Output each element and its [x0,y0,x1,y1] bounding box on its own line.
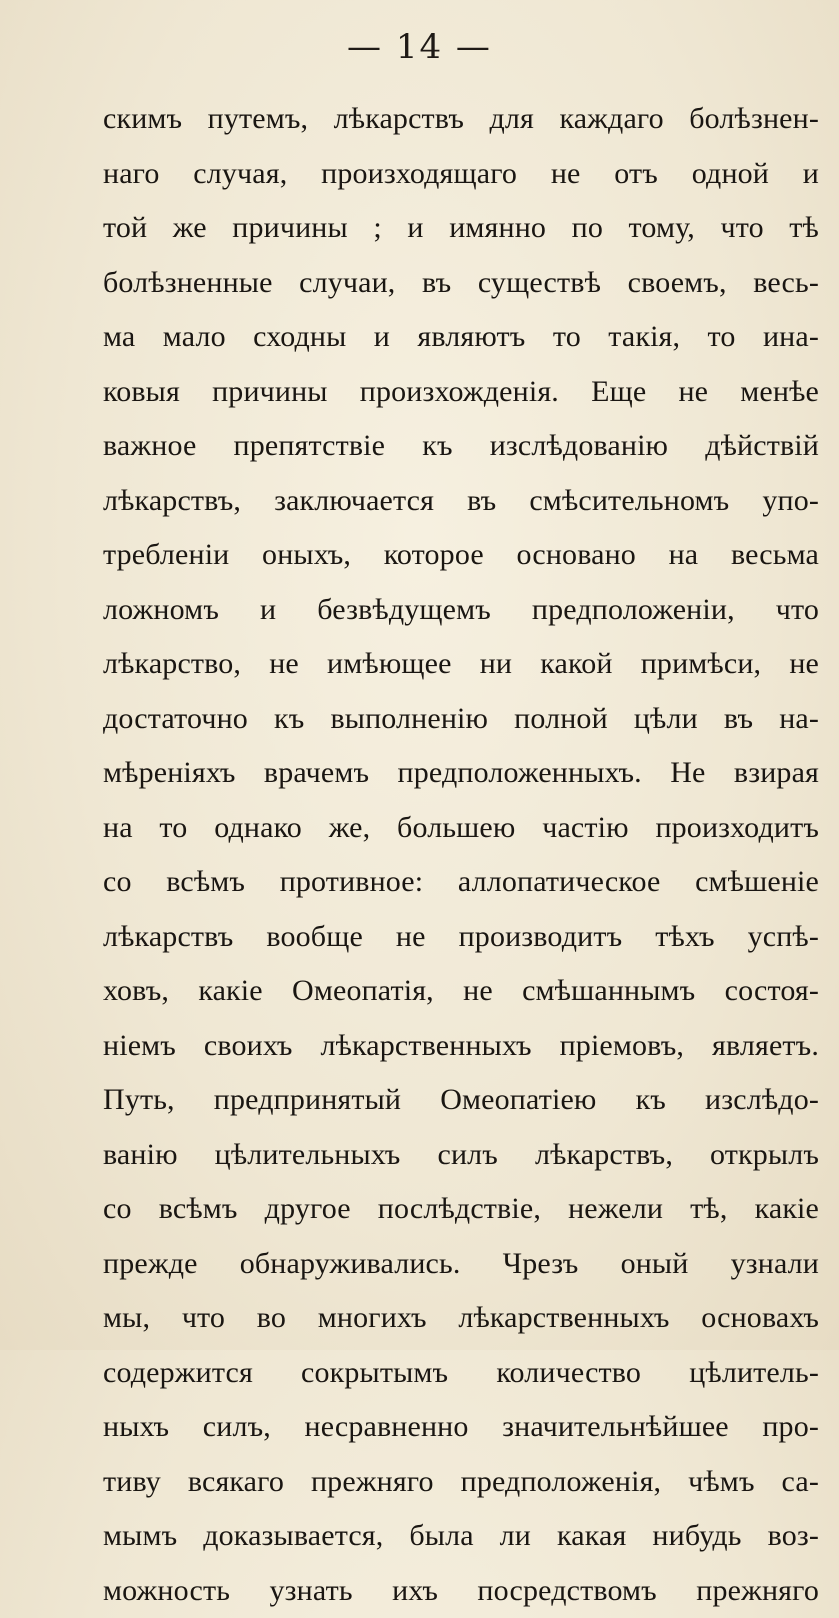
text-line: ныхъ силъ, несравненно значительнѣйшее про- [103,1400,819,1455]
text-line: содержится сокрытымъ количество цѣлитель- [103,1346,819,1401]
text-line: болѣзненные случаи, въ существѣ своемъ, весь- [103,256,819,311]
text-line: на то однако же, большею частію произходитъ [103,801,819,856]
text-line: ховъ, какіе Омеопатія, не смѣшаннымъ состоя- [103,964,819,1019]
text-line: можность узнать ихъ посредствомъ прежняго [103,1564,819,1618]
text-line: той же причины ; и имянно по тому, что тѣ [103,201,819,256]
text-line: ложномъ и безвѣдущемъ предположеніи, что [103,583,819,638]
text-line: лѣкарствъ вообще не производитъ тѣхъ успѣ- [103,910,819,965]
text-line: достаточно къ выполненію полной цѣли въ на- [103,692,819,747]
body-text [103,92,819,1618]
text-line: лѣкарствъ, заключается въ смѣсительномъ упо- [103,474,819,529]
text-line: важное препятствіе къ изслѣдованію дѣйствій [103,419,819,474]
text-line: со всѣмъ противное: аллопатическое смѣшеніе [103,855,819,910]
text-line: Путь, предпринятый Омеопатіею къ изслѣдо- [103,1073,819,1128]
text-line: лѣкарство, не имѣющее ни какой примѣси, не [103,637,819,692]
text-line: ковыя причины произхожденія. Еще не менѣе [103,365,819,420]
text-line: мѣреніяхъ врачемъ предположенныхъ. Не взирая [103,746,819,801]
text-line: тиву всякаго прежняго предположенія, чѣмъ са- [103,1455,819,1510]
text-line: ніемъ своихъ лѣкарственныхъ пріемовъ, являетъ. [103,1019,819,1074]
page-number: — 14 — [0,22,839,72]
text-line: со всѣмъ другое послѣдствіе, нежели тѣ, какіе [103,1182,819,1237]
text-line: требленіи оныхъ, которое основано на весьма [103,528,819,583]
text-line: наго случая, произходящаго не отъ одной и [103,147,819,202]
text-line: мы, что во многихъ лѣкарственныхъ основахъ [103,1291,819,1346]
text-line: ма мало сходны и являютъ то такія, то ина- [103,310,819,365]
text-line: скимъ путемъ, лѣкарствъ для каждаго болѣзнен- [103,92,819,147]
text-line: ванію цѣлительныхъ силъ лѣкарствъ, открылъ [103,1128,819,1183]
text-line: мымъ доказывается, была ли какая нибудь воз- [103,1509,819,1564]
text-line: прежде обнаруживались. Чрезъ оный узнали [103,1237,819,1292]
